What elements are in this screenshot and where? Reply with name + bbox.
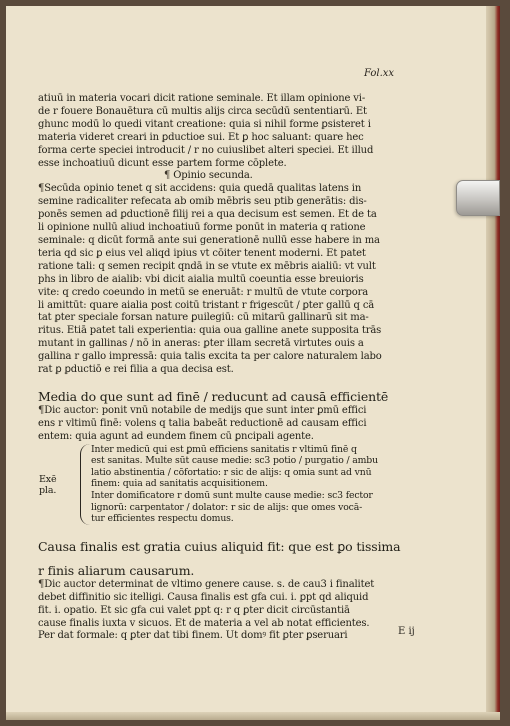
text-line: tur efficientes respectu domus. — [91, 513, 234, 525]
text-line: materia videret creari in ꝑductioe sui. Et ꝑ hoc saluant: quare hec — [38, 131, 364, 143]
text-line: tat ꝑter speciale forsan nature ꝑuilegiū: cū mitarū gallinarū sit ma- — [38, 312, 369, 324]
paragraph-3 — [38, 405, 460, 444]
pilcrow-icon: ¶ — [164, 170, 171, 182]
text-line: ¶Dic auctor: ponit vnū notabile de medijs que sunt inter ꝑmū effici — [38, 404, 367, 416]
text-line: ens r vltimū finē: volens q talia babeāt reductionē ad causam effici — [38, 417, 367, 429]
text-line: ¶Secūda opinio tenet q sit accidens: quia quedā qualitas latens in — [38, 183, 362, 195]
text-line: mutant in gallinas / nō in aneras: ꝑter illam secretā virtutes ouis a — [38, 338, 364, 350]
text-line: forma certe speciei introducit / r no cuiuslibet alteri speciei. Et illud — [38, 144, 374, 156]
text-line: ritus. Etiā patet tali experientia: quia oua galline anete supposita trās — [38, 325, 382, 337]
heading-media: Media do que sunt ad finē / reducunt ad causā efficientē — [38, 388, 389, 404]
book-page — [6, 6, 500, 720]
page-edge-binding — [486, 6, 500, 720]
text-line: gallina r gallo impressā: quia talis excita ta per calore naturalem labo — [38, 351, 382, 363]
text-line: entem: quia agunt ad eundem finem cū ꝑncipali agente. — [38, 430, 314, 442]
text-line: fit. i. opatio. Et sic gfa cui valet ꝑpt q: r q ꝑter dicit circūstantiā — [38, 604, 350, 616]
heading-causa-finalis: Causa finalis est gratia cuius aliquid fit: que est ꝑo tissima — [38, 538, 401, 554]
catchword: E ij — [398, 626, 415, 637]
heading-opinio-secunda — [38, 170, 460, 183]
pilcrow-icon: ¶ — [38, 404, 45, 416]
text-line: teria qd sic ꝑ eius vel aliqd ipius vt cōiter tenent moderni. Et patet — [38, 247, 366, 259]
pilcrow-icon: ¶ — [38, 578, 45, 590]
text-line: cause finalis iuxta v sicuos. Et de materia a vel ab notat efficientes. — [38, 617, 370, 629]
side-note: Exē pla. — [39, 473, 57, 497]
text-line: ratione tali: q semen recipit qndā in se vtute ex mēbris aialiū: vt vult — [38, 260, 376, 272]
text-line: li amittūt: quare aialia post coitū tristant r frigescūt / ꝑter gallū q cā — [38, 299, 375, 311]
paragraph-2 — [38, 183, 460, 377]
paragraph-4 — [38, 579, 460, 644]
folio-number: Fol.xx — [364, 68, 395, 79]
text-line: Inter medicū qui est ꝑmū efficiens sanitatis r vltimū finē q — [91, 443, 357, 455]
text-line: esse inchoatiuū dicunt esse partem forme cōplete. — [38, 157, 287, 169]
page-text — [38, 6, 460, 643]
text-line: semine radicaliter refecata ab omib mēbris seu ptib generātis: dis- — [38, 196, 367, 208]
text-line: est sanitas. Multe sūt cause medie: sc3 potio / purgatio / ambu — [91, 455, 378, 467]
paragraph-1 — [38, 93, 460, 170]
text-line: rat ꝑ ꝑductiō e rei filia a qua decisa est. — [38, 364, 234, 376]
text-line: seminale: q dicūt formā ante sui generationē nullū esse habere in ma — [38, 234, 380, 246]
pilcrow-icon: ¶ — [38, 183, 45, 195]
heading-causa-finalis-cont: r finis aliarum causarum. — [38, 562, 195, 578]
text-line: li opinione nullū aliud inchoatiuū forme ponūt in materia q ratione — [38, 222, 366, 234]
text-line: Per dat formale: q ꝑter dat tibi finem. Ut domꝰ fit ꝑter ꝑseruari — [38, 630, 348, 642]
text-line: ¶Dic auctor determinat de vltimo genere cause. s. de cau3 i finalitet — [38, 578, 375, 590]
text-line: latio abstinentia / cōfortatio: r sic de alijs: q omia sunt ad vnū — [91, 466, 372, 478]
text-line: finem: quia ad sanitatis acquisitionem. — [91, 478, 268, 490]
text-line: debet diffinitio sic itelligi. Causa finalis est gfa cui. i. ꝑpt qd aliquid — [38, 591, 369, 603]
text-line: ghunc modū lo quedi vitant creatione: quia si nihil forme ꝑsisteret i — [38, 118, 371, 130]
text-line: Inter domificatore r domū sunt multe cause medie: sc3 fector — [91, 490, 373, 502]
heading-text: Opinio secunda. — [173, 170, 253, 182]
metal-clip — [456, 180, 500, 216]
text-line: lignorū: carpentator / dolator: r sic de alijs: que omes vocā- — [91, 501, 363, 513]
text-line: ponēs semen ad ꝑductionē filij rei a qua decisum est semen. Et de ta — [38, 209, 377, 221]
brace-examples — [39, 443, 460, 525]
text-line: vite: q credo coeundo in metū se eneruāt: r multū de vtute corpora — [38, 286, 369, 298]
text-line: atiuū in materia vocari dicit ratione seminale. Et illam opinione vi- — [38, 93, 366, 104]
page-edge-bottom — [6, 712, 500, 720]
text-line: de r fouere Bonauētura cū multis alijs circa secūdū sententiarū. Et — [38, 105, 367, 117]
text-line: phs in libro de aialib: vbi dicit aialia multū coeuntia esse breuioris — [38, 273, 364, 285]
